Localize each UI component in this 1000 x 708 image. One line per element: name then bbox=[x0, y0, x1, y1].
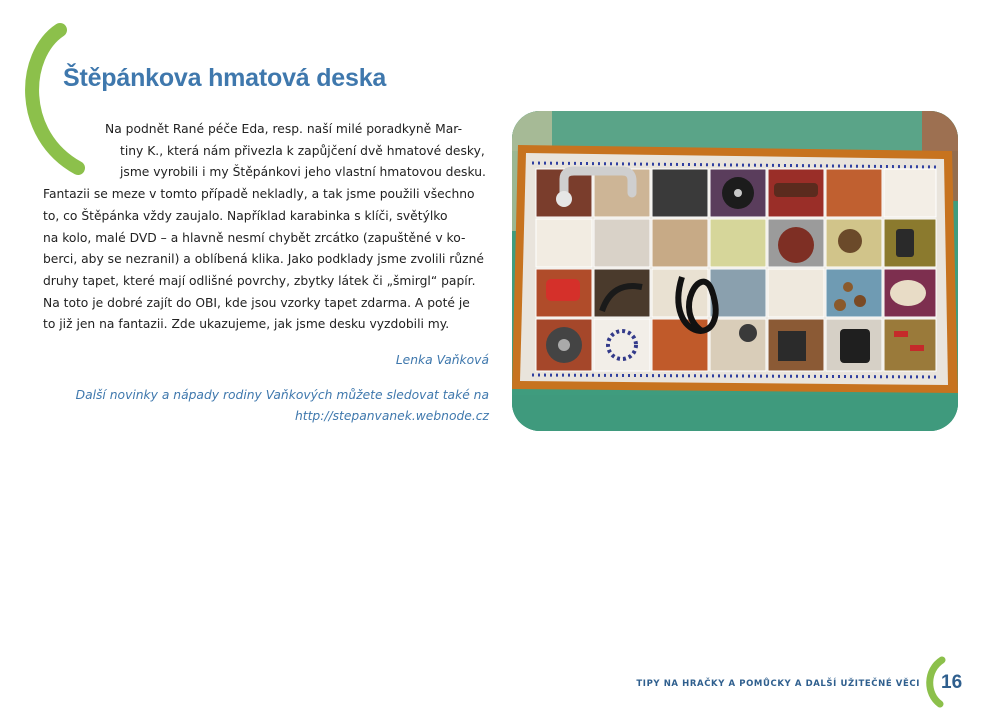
website-link[interactable]: http://stepanvanek.webnode.cz bbox=[294, 409, 489, 423]
tactile-board-illustration bbox=[512, 111, 958, 431]
tactile-board-photo bbox=[512, 111, 958, 431]
page-title: Štěpánkova hmatová deska bbox=[63, 64, 387, 92]
body-line: tiny K., která nám přivezla k zapůjčení dvě hmatové desky, bbox=[120, 143, 485, 158]
body-line: Na toto je dobré zajít do OBI, kde jsou vzorky tapet zdarma. A poté je bbox=[43, 295, 470, 310]
more-info-text: Další novinky a nápady rodiny Vaňkových můžete sledovat také na bbox=[75, 388, 489, 402]
body-line: to, co Štěpánka vždy zaujalo. Například karabinka s klíči, světýlko bbox=[43, 208, 448, 223]
body-line: to již jen na fantazii. Zde ukazujeme, jak jsme desku vyzdobili my. bbox=[43, 317, 450, 332]
page-number: 16 bbox=[941, 672, 963, 693]
author-signature: Lenka Vaňková bbox=[395, 353, 489, 367]
more-info bbox=[76, 385, 489, 427]
body-line: druhy tapet, které mají odlišné povrchy, zbytky látek či „šmirgl“ papír. bbox=[43, 273, 476, 288]
body-line: berci, aby se nezranil) a oblíbená klika. Jako podklady jsme zvolili různé bbox=[43, 252, 484, 267]
body-line: Na podnět Rané péče Eda, resp. naší milé poradkyně Mar- bbox=[105, 122, 463, 136]
body-line: Fantazii se meze v tomto případě nekladly, a tak jsme použili všechno bbox=[43, 187, 475, 202]
body-line: na kolo, malé DVD – a hlavně nesmí chybět zrcátko (zapuštěné v ko- bbox=[43, 230, 466, 245]
body-line: jsme vyrobili i my Štěpánkovi jeho vlastní hmatovou desku. bbox=[120, 165, 486, 180]
article-body bbox=[43, 119, 486, 336]
section-footer: TIPY NA HRAČKY A POMŮCKY A DALŠÍ UŽITEČNÉ VĚCI bbox=[636, 679, 920, 689]
